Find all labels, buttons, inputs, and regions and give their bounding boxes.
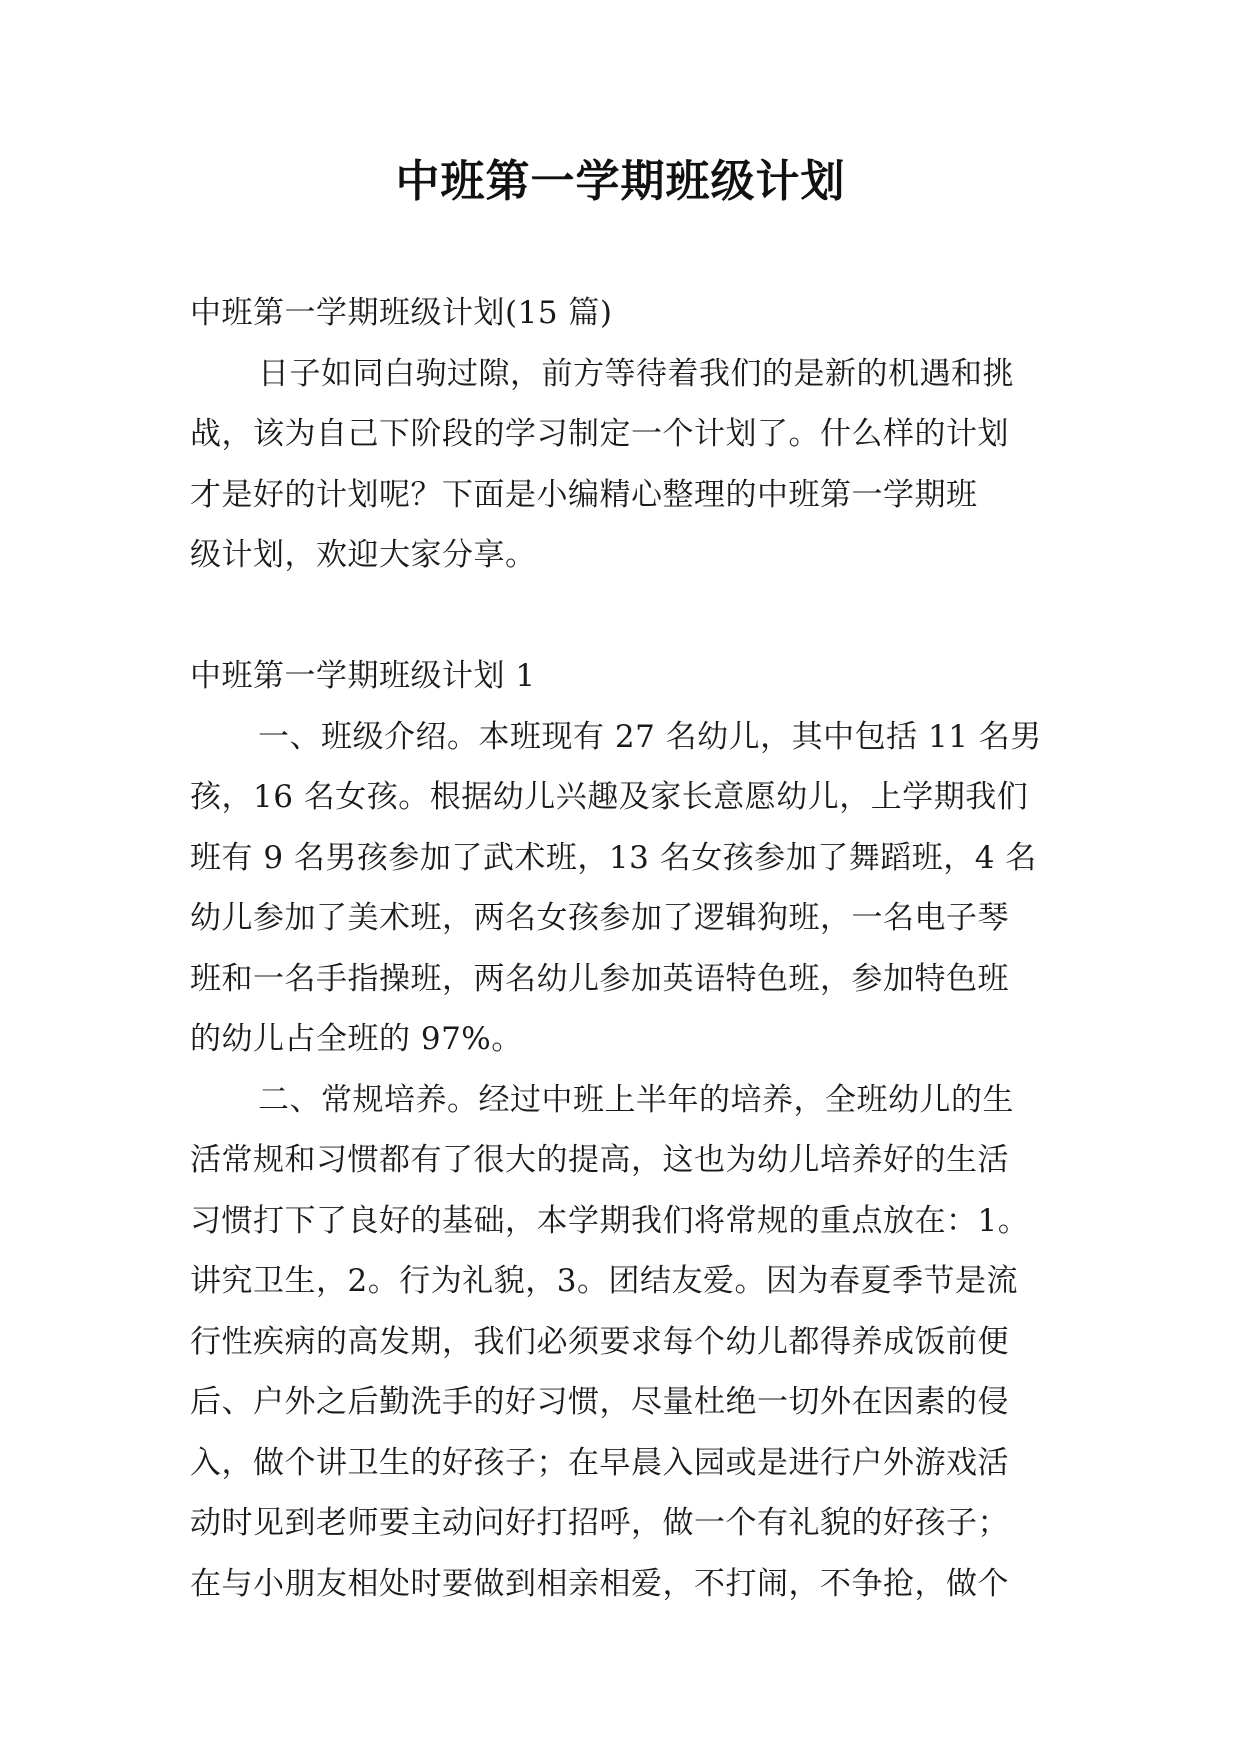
paragraph-line: 动时见到老师要主动问好打招呼，做一个有礼貌的好孩子； — [190, 1505, 1009, 1541]
paragraph-line: 级计划，欢迎大家分享。 — [190, 537, 537, 573]
paragraph-line: 后、户外之后勤洗手的好习惯，尽量杜绝一切外在因素的侵 — [190, 1384, 1009, 1420]
paragraph-line: 才是好的计划呢？下面是小编精心整理的中班第一学期班 — [190, 476, 978, 513]
paragraph-line: 习惯打下了良好的基础，本学期我们将常规的重点放在：1。 — [190, 1202, 1030, 1239]
paragraph-line: 的幼儿占全班的 97%。 — [190, 1021, 523, 1057]
paragraph-line: 幼儿参加了美术班，两名女孩参加了逻辑狗班，一名电子琴 — [190, 900, 1009, 936]
paragraph-line: 孩，16 名女孩。根据幼儿兴趣及家长意愿幼儿，上学期我们 — [190, 779, 1029, 815]
paragraph-class-introduction — [190, 707, 1056, 1070]
paragraph-line: 一、班级介绍。本班现有 27 名幼儿，其中包括 11 名男 — [258, 718, 1042, 755]
document-title: 中班第一学期班级计划 — [395, 156, 846, 207]
paragraph-line: 入，做个讲卫生的好孩子；在早晨入园或是进行户外游戏活 — [190, 1444, 1009, 1481]
paragraph-line: 二、常规培养。经过中班上半年的培养，全班幼儿的生 — [258, 1081, 1014, 1118]
document-body — [190, 283, 1056, 1614]
paragraph-line: 日子如同白驹过隙，前方等待着我们的是新的机遇和挑 — [258, 355, 1014, 392]
paragraph-line: 班有 9 名男孩参加了武术班，13 名女孩参加了舞蹈班，4 名 — [190, 839, 1037, 876]
blank-line — [190, 586, 1056, 647]
document-subtitle: 中班第一学期班级计划(15 篇) — [190, 295, 613, 331]
section-heading: 中班第一学期班级计划 1 — [190, 658, 536, 694]
paragraph-line: 讲究卫生，2。行为礼貌，3。团结友爱。因为春夏季节是流 — [190, 1263, 1018, 1299]
paragraph-line: 班和一名手指操班，两名幼儿参加英语特色班，参加特色班 — [190, 960, 1009, 997]
paragraph-line: 行性疾病的高发期，我们必须要求每个幼儿都得养成饭前便 — [190, 1323, 1009, 1360]
paragraph-routine-training — [190, 1070, 1056, 1615]
paragraph-line: 在与小朋友相处时要做到相亲相爱，不打闹，不争抢，做个 — [190, 1565, 1009, 1602]
intro-paragraph — [190, 344, 1056, 586]
paragraph-line: 战，该为自己下阶段的学习制定一个计划了。什么样的计划 — [190, 416, 1009, 452]
paragraph-line: 活常规和习惯都有了很大的提高，这也为幼儿培养好的生活 — [190, 1142, 1009, 1178]
